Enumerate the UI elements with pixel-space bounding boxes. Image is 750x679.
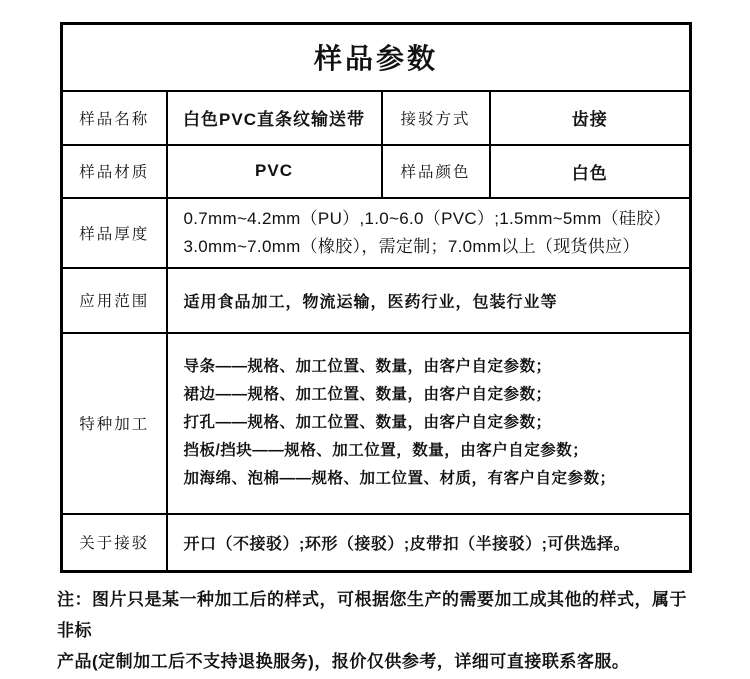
table-row — [62, 268, 691, 333]
footnote-line-2: 产品(定制加工后不支持退换服务)，报价仅供参考，详细可直接联系客服。 — [57, 652, 630, 671]
footnote — [57, 584, 702, 677]
label-application-range: 应用范围 — [62, 268, 167, 333]
label-joint-method: 接驳方式 — [382, 91, 490, 145]
special-line-punching: 打孔——规格、加工位置、数量，由客户自定参数； — [183, 414, 552, 431]
table-row — [62, 198, 691, 268]
title-row — [62, 24, 691, 91]
value-application-range — [167, 268, 691, 333]
thickness-line-2: 3.0mm~7.0mm（橡胶），需定制；7.0mm以上（现货供应） — [183, 236, 640, 256]
value-special-processing — [167, 333, 691, 514]
value-sample-material: PVC — [167, 145, 382, 198]
table-title: 样品参数 — [62, 24, 691, 91]
value-sample-thickness — [167, 198, 691, 268]
special-line-skirt: 裙边——规格、加工位置、数量，由客户自定参数； — [183, 386, 552, 403]
application-text: 适用食品加工，物流运输，医药行业，包装行业等 — [183, 293, 558, 311]
label-about-joint: 关于接驳 — [62, 514, 167, 572]
value-sample-color: 白色 — [490, 145, 691, 198]
label-sample-material: 样品材质 — [62, 145, 167, 198]
label-sample-thickness: 样品厚度 — [62, 198, 167, 268]
label-special-processing: 特种加工 — [62, 333, 167, 514]
special-line-baffle: 挡板/挡块——规格、加工位置，数量，由客户自定参数； — [183, 442, 589, 459]
footnote-line-1: 注：图片只是某一种加工后的样式，可根据您生产的需要加工成其他的样式，属于非标 — [57, 590, 687, 640]
table-row — [62, 333, 691, 514]
special-line-sponge-foam: 加海绵、泡棉——规格、加工位置、材质，有客户自定参数； — [183, 470, 616, 487]
thickness-line-1: 0.7mm~4.2mm（PU）,1.0~6.0（PVC）;1.5mm~5mm（硅胶） — [183, 208, 671, 228]
label-sample-name: 样品名称 — [62, 91, 167, 145]
table-row — [62, 145, 691, 198]
spec-table — [60, 22, 692, 573]
joint-text: 开口（不接驳）;环形（接驳）;皮带扣（半接驳）;可供选择。 — [183, 535, 630, 553]
table-row — [62, 91, 691, 145]
value-about-joint — [167, 514, 691, 572]
value-joint-method: 齿接 — [490, 91, 691, 145]
value-sample-name: 白色PVC直条纹输送带 — [167, 91, 382, 145]
table-row — [62, 514, 691, 572]
special-line-guide-strip: 导条——规格、加工位置、数量，由客户自定参数； — [183, 358, 552, 375]
label-sample-color: 样品颜色 — [382, 145, 490, 198]
